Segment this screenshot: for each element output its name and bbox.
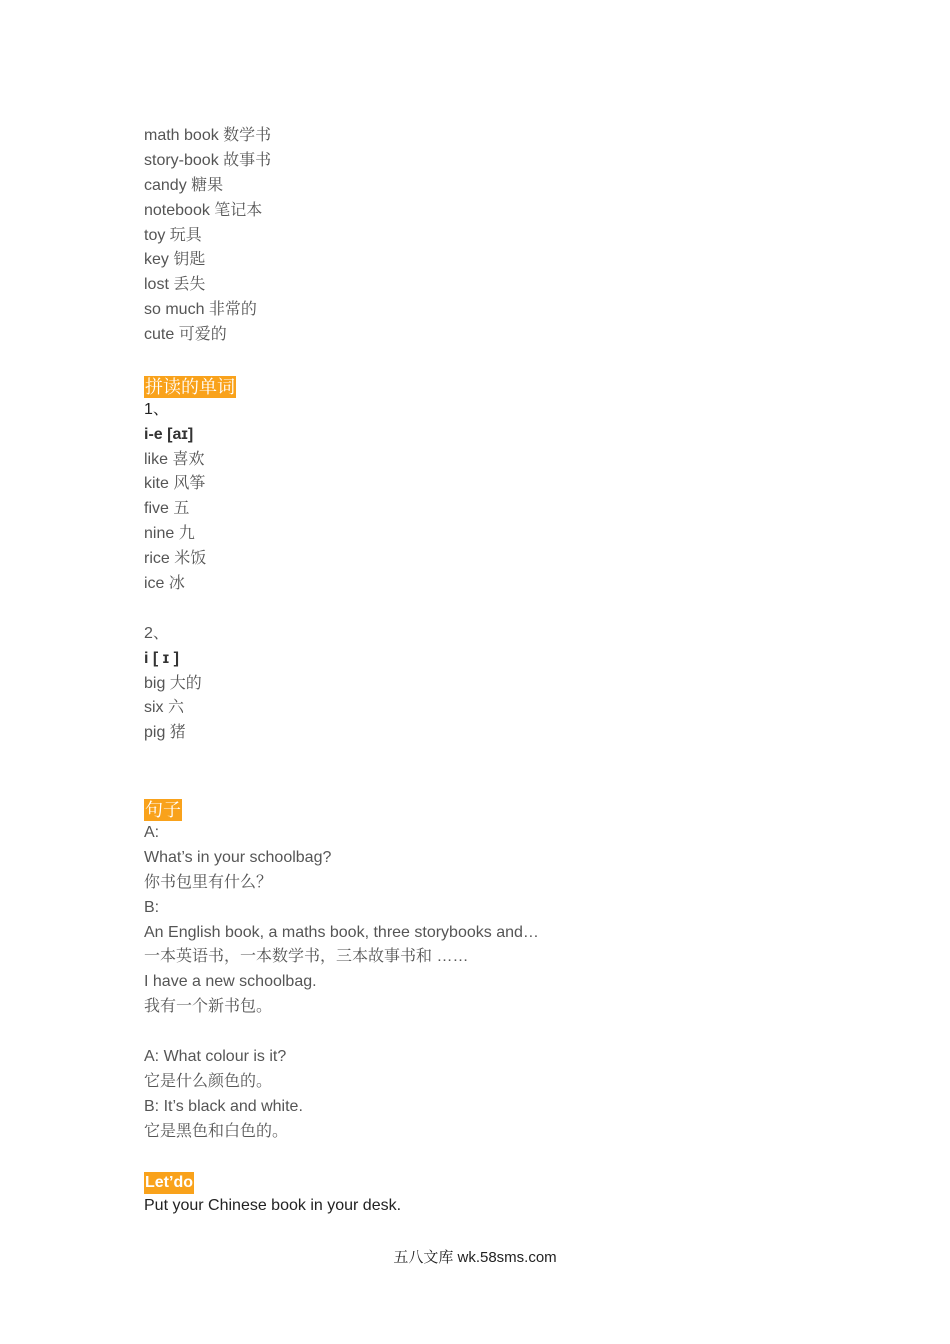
sentence-line: B: [144,898,160,916]
phonics-word: ice 冰 [144,575,185,593]
letsdo-heading-row [144,1169,844,1194]
document-content [144,124,844,1219]
phonics-rule: i-e [aɪ] [144,425,194,443]
vocab-item: toy 玩具 [144,226,202,244]
phonics-group-number: 1、 [144,400,169,418]
phonics-word: big 大的 [144,674,202,692]
sentence-line: I have a new schoolbag. [144,973,317,991]
sentence-line: 你书包里有什么？ [144,873,273,891]
phonics-word: nine 九 [144,525,195,543]
vocab-item: key 钥匙 [144,251,206,269]
sentence-line: A: What colour is it? [144,1047,287,1065]
phonics-word: six 六 [144,699,185,717]
letsdo-text: Put your Chinese book in your desk. [144,1197,402,1215]
phonics-heading: 拼读的单词 [145,376,235,397]
vocab-item: story-book 故事书 [144,151,272,169]
sentence-line: 一本英语书，一本数学书，三本故事书和 …… [144,948,469,966]
vocab-item: notebook 笔记本 [144,201,263,219]
sentence-line: A: [144,823,160,841]
sentence-line: 它是黑色和白色的。 [144,1122,289,1140]
phonics-heading-row [144,373,844,398]
page-footer: 五八文库 wk.58sms.com [393,1249,557,1266]
sentence-line: 它是什么颜色的。 [144,1072,273,1090]
vocab-list [144,124,844,348]
vocab-item: candy 糖果 [144,176,224,194]
sentence-line: 我有一个新书包。 [144,998,273,1016]
phonics-word: pig 猪 [144,724,186,742]
sentence-line: An English book, a maths book, three storybooks and… [144,923,539,941]
sentence-line: What’s in your schoolbag? [144,848,332,866]
phonics-word: five 五 [144,500,190,518]
letsdo-heading: Let’do [144,1172,194,1194]
phonics-word: rice 米饭 [144,550,207,568]
phonics-word: kite 风筝 [144,475,206,493]
phonics-word: like 喜欢 [144,450,205,468]
vocab-item: math book 数学书 [144,127,272,144]
vocab-item: cute 可爱的 [144,326,227,344]
sentence-line: B: It’s black and white. [144,1097,303,1115]
vocab-item: so much 非常的 [144,301,257,319]
phonics-group-number: 2、 [144,624,169,642]
phonics-rule: i [ ɪ ] [144,649,179,667]
sentences-heading-row [144,796,844,821]
sentences-heading: 句子 [145,799,181,820]
vocab-item: lost 丢失 [144,276,206,294]
